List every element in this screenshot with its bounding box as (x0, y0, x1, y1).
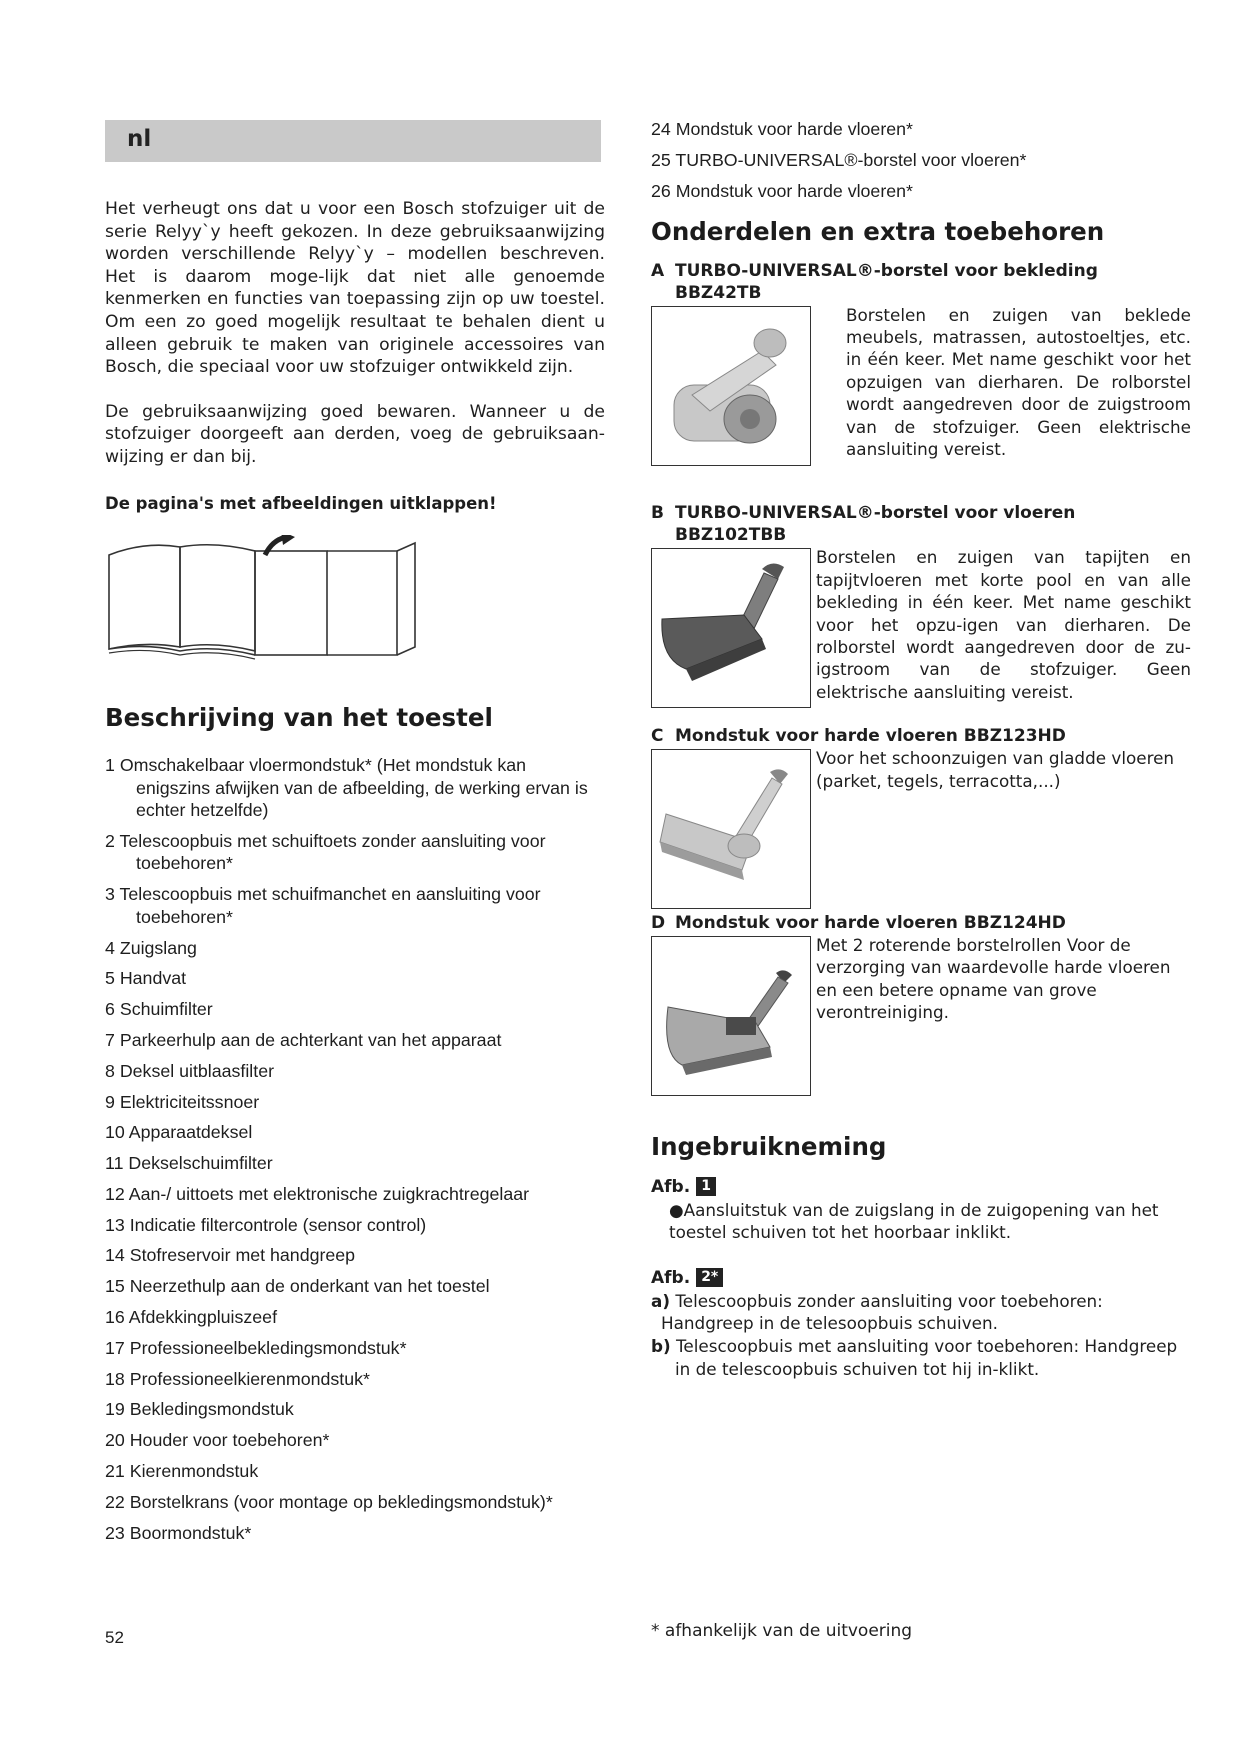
accessory-c-letter: C (651, 726, 664, 747)
accessory-b-letter: B (651, 503, 664, 524)
afb-1-label (651, 1177, 1191, 1197)
accessory-d-letter: D (651, 913, 666, 933)
accessory-d (651, 912, 1191, 1024)
list-item: 17 Professioneelbekledingsmondstuk* (105, 1337, 407, 1358)
accessory-b-description: Borstelen en zuigen van tapijten en tapijtvloeren met korte pool en van alle bekleding in één keer. Met name geschikt voor het opzu-igen van dierharen. De rolborstel wordt aangedreven door de zu-igstroom van de stofzuiger. Geen elektrische aansluiting vereist. (816, 547, 1191, 702)
accessory-a-name: TURBO-UNIVERSAL®-borstel voor bekleding (675, 260, 1098, 281)
accessory-b-title (651, 502, 1191, 546)
list-item: 16 Afdekkingpluiszeef (105, 1307, 278, 1328)
list-item: 10 Apparaatdeksel (105, 1122, 253, 1143)
accessory-a-description: Borstelen en zuigen van beklede meubels, matrassen, autostoeltjes, etc. in één keer. Met name geschikt voor het opzuigen van dierharen. De rolborstel wordt aangedreven door de zuigstroom van de stofzuiger. Geen elektrische aansluiting vereist. (846, 304, 1191, 459)
accessory-a-model: BBZ42TB (675, 282, 762, 303)
startup-title: Ingebruikneming (651, 1131, 887, 1161)
fold-out-pages-illustration (105, 535, 425, 665)
list-item: 25 TURBO-UNIVERSAL®-borstel voor vloeren* (651, 150, 1027, 170)
list-item: 7 Parkeerhulp aan de achterkant van het apparaat (105, 1029, 502, 1050)
parts-list (105, 754, 605, 1544)
list-item: 14 Stofreservoir met handgreep (105, 1245, 356, 1266)
list-item: 20 Houder voor toebehoren* (105, 1430, 330, 1451)
step-b-text: Telescoopbuis met aansluiting voor toebehoren: Handgreep in de telescoopbuis schuiven tot hij in-klikt. (675, 1336, 1178, 1379)
intro-paragraph-1: Het verheugt ons dat u voor een Bosch stofzuiger uit de serie Relyy`y heeft gekozen. In deze gebruiksaanwijzing worden verschillende Relyy`y – modellen beschreven. Het is daarom moge-lijk dat niet alle genoemde kenmerken en functies van toepassing zijn op uw toestel. Om een zo goed mogelijk resultaat te behalen dient u alleen gebruik te maken van originele accessoires van Bosch, die speciaal voor uw stofzuiger ontwikkeld zijn. (105, 199, 605, 378)
list-item: 6 Schuimfilter (105, 999, 213, 1020)
accessory-d-title (651, 912, 1191, 934)
accessory-d-image (651, 936, 811, 1096)
list-item: 19 Bekledingsmondstuk (105, 1399, 294, 1420)
page-number: 52 (105, 1628, 124, 1647)
list-item: 15 Neerzethulp aan de onderkant van het toestel (105, 1276, 490, 1297)
description-title: Beschrijving van het toestel (105, 703, 493, 733)
list-item: 1 Omschakelbaar vloermondstuk* (Het mondstuk kan enigszins afwijken van de afbeelding, de werking ervan is echter hetzelfde) (105, 755, 588, 821)
left-column (105, 120, 605, 1552)
accessory-c-description: Voor het schoonzuigen van gladde vloeren (parket, tegels, terracotta,...) (816, 748, 1175, 791)
intro-section (105, 198, 605, 515)
accessory-a-title (651, 260, 1191, 304)
list-item: 9 Elektriciteitssnoer (105, 1091, 260, 1112)
afb-2-text: Afb. (651, 1267, 691, 1288)
accessory-c (651, 725, 1191, 792)
accessory-b-model: BBZ102TBB (675, 525, 787, 546)
accessory-b-image (651, 548, 811, 708)
afb-2-label (651, 1268, 1191, 1288)
accessory-a-image (651, 306, 811, 466)
list-item: 26 Mondstuk voor harde vloeren* (651, 181, 913, 201)
fold-out-instruction: De pagina's met afbeeldingen uitklappen! (105, 493, 497, 513)
accessory-c-image (651, 749, 811, 909)
list-item: 8 Deksel uitblaasfilter (105, 1060, 275, 1081)
list-item: 11 Dekselschuimfilter (105, 1153, 273, 1174)
list-item: 2 Telescoopbuis met schuiftoets zonder aansluiting voor toebehoren* (105, 830, 546, 874)
accessory-b-name: TURBO-UNIVERSAL®-borstel voor vloeren (675, 503, 1076, 524)
afb-1-instruction: ●Aansluitstuk van de zuigslang in de zuigopening van het toestel schuiven tot het hoorbaar inklikt. (669, 1199, 1159, 1243)
step-b-label: b) (651, 1336, 671, 1356)
accessory-a (651, 260, 1191, 461)
footnote: * afhankelijk van de uitvoering (651, 1621, 913, 1641)
afb-1-number: 1 (696, 1177, 716, 1196)
afb-2-number: 2* (696, 1268, 723, 1287)
step-a-text: Telescoopbuis zonder aansluiting voor toebehoren: Handgreep in de telesoopbuis schuiven. (661, 1290, 1103, 1334)
afb-2-step-a (651, 1290, 1191, 1335)
accessories-title: Onderdelen en extra toebehoren (651, 216, 1105, 246)
accessory-d-name: Mondstuk voor harde vloeren BBZ124HD (675, 913, 1066, 933)
list-item: 4 Zuigslang (105, 937, 197, 958)
list-item: 5 Handvat (105, 968, 187, 989)
list-item: 3 Telescoopbuis met schuifmanchet en aansluiting voor toebehoren* (105, 884, 541, 927)
list-item: 24 Mondstuk voor harde vloeren* (651, 119, 913, 139)
intro-paragraph-2: De gebruiksaanwijzing goed bewaren. Wanneer u de stofzuiger doorgeeft aan derden, voeg de gebruiksaan-wijzing er dan bij. (105, 401, 605, 467)
right-column (651, 118, 1191, 1380)
language-code: nl (127, 126, 152, 152)
accessory-a-letter: A (651, 260, 665, 281)
list-item: 18 Professioneelkierenmondstuk* (105, 1368, 370, 1389)
list-item: 22 Borstelkrans (voor montage op bekledingsmondstuk)* (105, 1491, 553, 1512)
accessory-b (651, 502, 1191, 703)
list-item: 13 Indicatie filtercontrole (sensor control) (105, 1214, 427, 1235)
accessory-c-name: Mondstuk voor harde vloeren BBZ123HD (675, 726, 1066, 747)
accessory-c-title (651, 725, 1191, 747)
accessory-d-description: Met 2 roterende borstelrollen Voor de verzorging van waardevolle harde vloeren en een betere opname van grove verontreiniging. (816, 935, 1171, 1023)
list-item: 21 Kierenmondstuk (105, 1461, 259, 1482)
list-item: 23 Boormondstuk* (105, 1522, 252, 1543)
parts-list-continued (651, 118, 1191, 203)
afb-1-text: Afb. (651, 1176, 691, 1197)
list-item: 12 Aan-/ uittoets met elektronische zuigkrachtregelaar (105, 1183, 530, 1204)
language-header-bar (105, 120, 601, 162)
step-a-label: a) (651, 1290, 670, 1311)
afb-2-step-b (651, 1335, 1191, 1380)
